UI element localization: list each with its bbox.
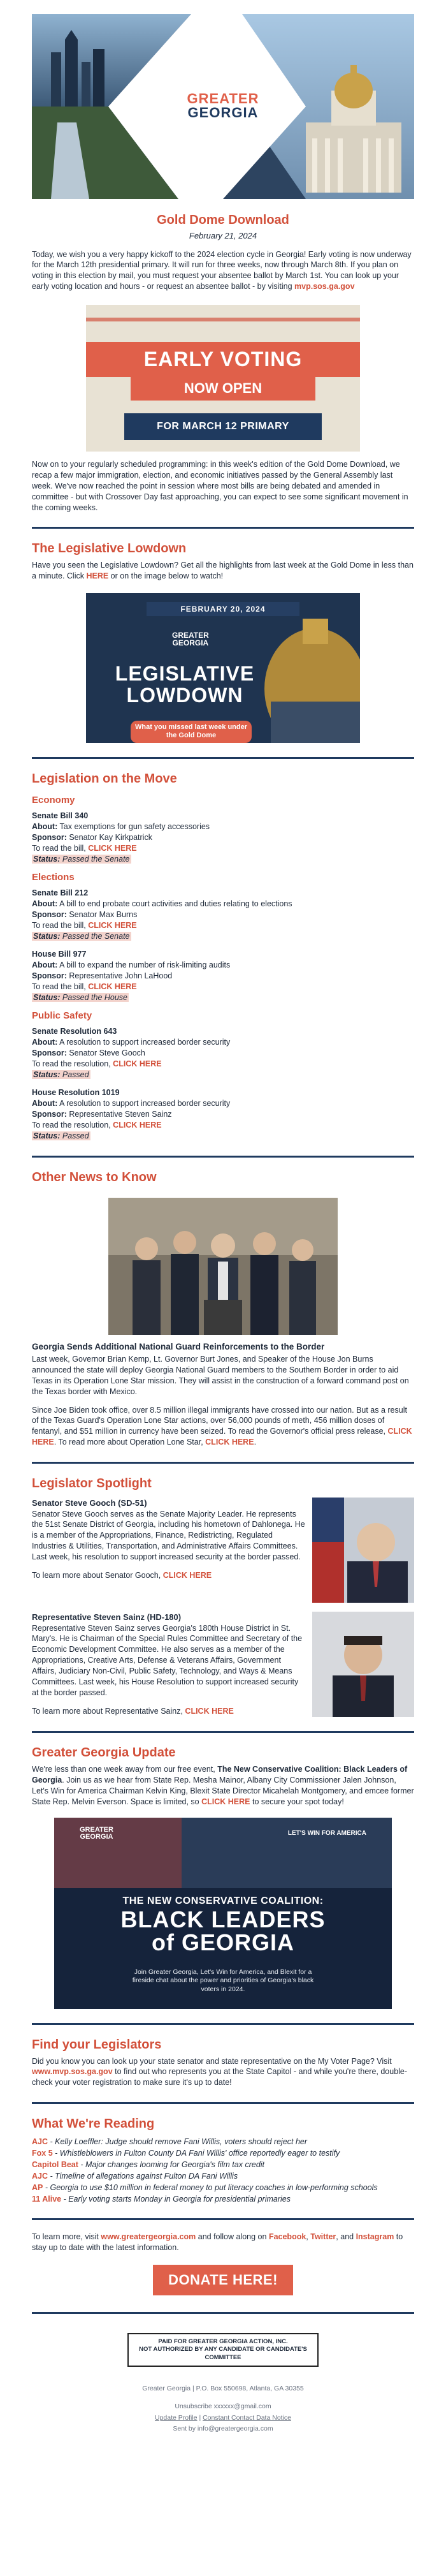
bill-about xyxy=(32,1037,414,1048)
read-text: To read the bill, xyxy=(32,982,89,992)
reading-title: - Major changes looming for Georgia's film tax credit xyxy=(78,2160,265,2169)
section-divider xyxy=(32,527,414,529)
event-banner[interactable] xyxy=(54,1818,392,2009)
disclaimer-line-2: NOT AUTHORIZED BY ANY CANDIDATE OR CANDIDATE'S COMMITTEE xyxy=(139,2346,307,2361)
reading-item[interactable] xyxy=(32,2160,414,2170)
portrait-photo xyxy=(312,1498,414,1603)
section-divider xyxy=(32,1731,414,1733)
twitter-link[interactable]: Twitter xyxy=(310,2232,336,2242)
reading-source[interactable]: AP xyxy=(32,2182,43,2192)
spotlight-section xyxy=(32,1475,414,1717)
status-wrap xyxy=(32,993,129,1002)
sponsor-label: Sponsor: xyxy=(32,833,67,843)
status-label: Status: xyxy=(33,1131,61,1140)
reading-title: - Georgia to use $10 million in federal money to put literacy coaches in low-performing schools xyxy=(43,2182,378,2192)
reading-item[interactable] xyxy=(32,2171,414,2182)
update-text-3: to secure your spot today! xyxy=(250,1797,344,1806)
bill-status xyxy=(32,1131,414,1142)
about-value: Tax exemptions for gun safety accessories xyxy=(59,822,210,832)
legislator-bio: Representative Steven Sainz serves Georgia's 180th House District in St. Mary's. He is Chairman of the Special Rules Committee and Secretary of the Economic Development Committee. He also serves as a member of the Appropriations, Creative Arts, Defense & Veterans Affairs, Government Affairs, Judiciary Non-Civil, Public Safety, Technology, and Ways & Means Committees. Last week, his House Resolution to support increased security at the border passed. xyxy=(32,1623,303,1697)
section-divider xyxy=(32,1462,414,1464)
event-banner-title xyxy=(54,1908,392,1954)
news-paragraph-1: Last week, Governor Brian Kemp, Lt. Governor Burt Jones, and Speaker of the House Jon Burns announced the state will deploy Georgia National Guard members to the Southern Border in order to aid Texas in its Operation Lone Star mission. They will assist in the construction of a forward command post on the Texas border with Mexico. xyxy=(32,1355,409,1396)
reading-source[interactable]: AJC xyxy=(32,2137,48,2147)
primary-date-bar: FOR MARCH 12 PRIMARY xyxy=(124,413,322,440)
status-label: Status: xyxy=(33,854,61,864)
reading-title: - Early voting starts Monday in Georgia for presidential primaries xyxy=(61,2194,291,2204)
bill-status xyxy=(32,854,414,865)
legislation-section xyxy=(32,770,414,1142)
news-p2-text: Since Joe Biden took office, over 8.5 million illegal immigrants have crossed into our nation. But as a result of the Texas Guard's Operation Lone Star actions, over 56,000 pounds of meth, 456 million doses of fentanyl, and $51 million in currency have been seized. To read the Governor's official press release, xyxy=(32,1405,407,1436)
lowdown-logo-top: GREATER xyxy=(172,631,209,640)
about-value: A bill to end probate court activities and duties relating to elections xyxy=(59,899,292,908)
reading-source[interactable]: AJC xyxy=(32,2171,48,2181)
footer-address: Greater Georgia | P.O. Box 550698, Atlanta, GA 30355 xyxy=(142,2384,304,2392)
bill-sponsor xyxy=(32,971,414,982)
status-wrap xyxy=(32,932,131,941)
section-divider xyxy=(32,757,414,759)
reading-source[interactable]: Fox 5 xyxy=(32,2149,53,2158)
category-economy: Economy xyxy=(32,795,75,806)
bill-status xyxy=(32,1070,414,1080)
read-text: To read the bill, xyxy=(32,844,89,853)
about-label: About: xyxy=(32,1037,58,1047)
lowdown-logo xyxy=(172,631,209,647)
bill-name: House Bill 977 xyxy=(32,950,87,959)
about-value: A resolution to support increased border security xyxy=(59,1037,231,1047)
reading-source[interactable]: 11 Alive xyxy=(32,2194,62,2204)
spotlight-sainz xyxy=(32,1612,414,1717)
bill-sponsor xyxy=(32,1048,414,1059)
spotlight-text xyxy=(32,1498,306,1603)
bill-sponsor xyxy=(32,909,414,920)
learn-more-paragraph xyxy=(32,2232,414,2253)
event-logo-bottom: GEORGIA xyxy=(80,1832,113,1841)
section-divider xyxy=(32,2102,414,2104)
bill-sponsor xyxy=(32,1109,414,1120)
sponsor-value: Representative Steven Sainz xyxy=(69,1110,172,1119)
bill-click-here-link[interactable]: CLICK HERE xyxy=(88,920,137,930)
bill-read xyxy=(32,1059,414,1070)
mvp-link[interactable]: mvp.sos.ga.gov xyxy=(294,282,355,291)
event-logo-gg xyxy=(80,1827,113,1841)
news-p2c-text: . xyxy=(254,1438,257,1447)
bill-name: House Resolution 1019 xyxy=(32,1088,120,1098)
news-title: Georgia Sends Additional National Guard Reinforcements to the Border xyxy=(32,1341,325,1351)
bill-read xyxy=(32,920,414,931)
spotlight-gooch xyxy=(32,1498,414,1603)
reading-item[interactable] xyxy=(32,2137,414,2147)
bill-item xyxy=(32,888,414,941)
reading-title: - Kelly Loeffler: Judge should remove Fani Willis, voters should reject her xyxy=(48,2137,308,2147)
bill-read xyxy=(32,843,414,854)
status-value: Passed the Senate xyxy=(62,931,130,941)
event-banner-sub: Join Greater Georgia, Let's Win for America, and Blexit for a fireside chat about the power and priorities of Georgia's black voters in 2024. xyxy=(132,1968,314,1993)
find-section xyxy=(32,2036,414,2089)
update-heading: Greater Georgia Update xyxy=(32,1746,176,1760)
legislator-more xyxy=(32,1706,306,1717)
bill-item xyxy=(32,811,414,864)
category-elections: Elections xyxy=(32,871,75,883)
learn-text-2: and follow along on xyxy=(196,2232,269,2242)
intro-paragraph xyxy=(32,249,414,293)
lowdown-date: FEBRUARY 20, 2024 xyxy=(147,602,299,616)
news-paragraph-2 xyxy=(32,1405,414,1448)
status-value: Passed the Senate xyxy=(62,854,130,864)
unsubscribe-link[interactable]: Unsubscribe xxxxxx@gmail.com xyxy=(175,2402,271,2410)
status-value: Passed the House xyxy=(62,992,128,1002)
lowdown-here-link[interactable]: HERE xyxy=(86,571,109,581)
lowdown-text-2: or on the image below to watch! xyxy=(108,571,224,581)
hero-logo xyxy=(32,92,414,120)
bill-name: Senate Resolution 643 xyxy=(32,1027,117,1036)
email-footer xyxy=(0,2383,446,2435)
read-text: To read the resolution, xyxy=(32,1121,113,1130)
learn-text-1: To learn more, visit xyxy=(32,2232,101,2242)
lone-star-link[interactable]: CLICK HERE xyxy=(205,1438,254,1447)
status-label: Status: xyxy=(33,1070,61,1079)
news-p2b-text: . To read more about Operation Lone Star, xyxy=(54,1438,206,1447)
lowdown-title-1: LEGISLATIVE xyxy=(115,662,255,686)
portrait-photo xyxy=(312,1612,414,1717)
about-label: About: xyxy=(32,899,58,908)
bill-read xyxy=(32,1120,414,1131)
bill-name: Senate Bill 212 xyxy=(32,888,89,898)
early-voting-banner[interactable] xyxy=(86,305,360,452)
intro-text: Today, we wish you a very happy kickoff to the 2024 election cycle in Georgia! Early voting is now underway for the March 12th presidential primary. It will run for three weeks, now through March 8th. If you plan on voting in this election by mail, you must request your absentee ballot by March 1st. You can look up your early voting location and hours - or request an absentee ballot - by visiting xyxy=(32,249,412,291)
bill-name: Senate Bill 340 xyxy=(32,811,89,821)
status-wrap xyxy=(32,855,131,864)
resolution-click-here-link[interactable]: CLICK HERE xyxy=(113,1059,162,1068)
instagram-link[interactable]: Instagram xyxy=(356,2232,394,2242)
about-value: A resolution to support increased border security xyxy=(59,1099,231,1108)
status-wrap xyxy=(32,1070,90,1079)
status-value: Passed xyxy=(62,1131,89,1140)
section-divider xyxy=(32,1156,414,1158)
spotlight-text xyxy=(32,1612,306,1717)
reading-list xyxy=(32,2137,414,2204)
bill-about xyxy=(32,960,414,971)
bill-about xyxy=(32,899,414,909)
about-label: About: xyxy=(32,1099,58,1108)
learn-text-3: to stay up to date with the latest information. xyxy=(32,2232,403,2253)
hero-banner xyxy=(32,14,414,199)
donate-button[interactable]: DONATE HERE! xyxy=(153,2265,293,2295)
news-section xyxy=(32,1169,414,1186)
footer-sep: | xyxy=(197,2413,203,2422)
logo-bottom-text: GEORGIA xyxy=(187,105,259,121)
about-value: A bill to expand the number of risk-limiting audits xyxy=(59,960,231,970)
event-title-1: BLACK LEADERS xyxy=(120,1906,326,1932)
reading-source[interactable]: Capitol Beat xyxy=(32,2160,78,2169)
section-divider xyxy=(32,2312,414,2314)
update-paragraph xyxy=(32,1764,414,1807)
legislation-heading: Legislation on the Move xyxy=(32,772,177,786)
spotlight-heading: Legislator Spotlight xyxy=(32,1476,152,1491)
section-divider xyxy=(32,2218,414,2220)
read-text: To read the bill, xyxy=(32,920,89,930)
gooch-click-here-link[interactable]: CLICK HERE xyxy=(162,1570,212,1580)
bill-click-here-link[interactable]: CLICK HERE xyxy=(88,982,137,992)
category-public-safety: Public Safety xyxy=(32,1010,92,1021)
lowdown-title xyxy=(105,663,264,706)
about-label: About: xyxy=(32,960,58,970)
find-text-2: to find out who represents you at the State Capitol - and while you're there, double-check your voter registration to make sure it's up to date! xyxy=(32,2067,408,2087)
event-title-2: of GEORGIA xyxy=(152,1929,294,1955)
banner-ribbon xyxy=(86,318,360,321)
update-text-2: . Join us as we hear from State Rep. Mesha Mainor, Albany City Commissioner Jalen Johnson, Let's Win for America Chairman Kelvin King, Blexit State Director Micahelah Montgomery, and emcee former State Rep. Melvin Everson. Space is limited, so xyxy=(32,1775,414,1806)
facebook-link[interactable]: Facebook xyxy=(268,2232,306,2242)
more-text: To learn more about Senator Gooch, xyxy=(32,1570,163,1580)
event-name: The New Conservative Coalition: Black Leaders of Georgia xyxy=(32,1765,408,1785)
reading-item[interactable] xyxy=(32,2194,414,2205)
update-profile-link[interactable]: Update Profile xyxy=(154,2413,198,2422)
status-label: Status: xyxy=(33,992,61,1002)
rsvp-link[interactable]: CLICK HERE xyxy=(201,1797,250,1806)
reading-item[interactable] xyxy=(32,2182,414,2193)
news-heading: Other News to Know xyxy=(32,1170,157,1184)
reading-section xyxy=(32,2116,414,2204)
event-banner-head: THE NEW CONSERVATIVE COALITION: xyxy=(122,1895,324,1906)
bill-status xyxy=(32,931,414,942)
press-conference-photo xyxy=(108,1198,338,1335)
logo-top-text: GREATER xyxy=(187,91,259,107)
reading-title: - Whistleblowers in Fulton County DA Fani Willis' office reportedly eager to testify xyxy=(52,2149,340,2158)
lowdown-heading: The Legislative Lowdown xyxy=(32,541,187,556)
gold-dome-date: February 21, 2024 xyxy=(189,231,257,240)
early-voting-title: EARLY VOTING xyxy=(86,342,360,377)
more-text: To learn more about Representative Sainz, xyxy=(32,1706,185,1716)
disclaimer-line-1: PAID FOR GREATER GEORGIA ACTION, INC. xyxy=(158,2337,288,2345)
mvp-page-link[interactable]: www.mvp.sos.ga.gov xyxy=(32,2067,113,2077)
sent-by-text: Sent by info@greatergeorgia.com xyxy=(173,2425,273,2433)
lowdown-text-1: Have you seen the Legislative Lowdown? Get all the highlights from last week at the Gold Dome in less than a minute. Click xyxy=(32,561,414,581)
lowdown-video-thumbnail[interactable] xyxy=(86,593,360,743)
sponsor-label: Sponsor: xyxy=(32,971,67,981)
gooch-portrait xyxy=(312,1498,414,1603)
bill-sponsor xyxy=(32,832,414,843)
event-logo-lwfa: LET'S WIN FOR AMERICA xyxy=(287,1829,366,1837)
bill-status xyxy=(32,992,414,1003)
find-heading: Find your Legislators xyxy=(32,2037,162,2052)
sponsor-label: Sponsor: xyxy=(32,1048,67,1057)
reading-item[interactable] xyxy=(32,2148,414,2159)
section-divider xyxy=(32,2023,414,2025)
learn-sep-1: , xyxy=(306,2232,311,2242)
bill-about xyxy=(32,821,414,832)
bill-item xyxy=(32,1026,414,1080)
sponsor-value: Representative John LaHood xyxy=(69,971,173,981)
lowdown-text xyxy=(32,560,414,582)
sainz-click-here-link[interactable]: CLICK HERE xyxy=(185,1706,234,1716)
status-value: Passed xyxy=(62,1070,89,1079)
sponsor-value: Senator Max Burns xyxy=(69,909,138,919)
bill-item xyxy=(32,1087,414,1141)
paid-for-disclaimer xyxy=(127,2333,319,2367)
lowdown-logo-bottom: GEORGIA xyxy=(172,638,209,648)
legislator-name: Representative Steven Sainz (HD-180) xyxy=(32,1612,182,1623)
update-section xyxy=(32,1744,414,1807)
reading-heading: What We're Reading xyxy=(32,2117,155,2131)
update-text-1: We're less than one week away from our free event, xyxy=(32,1765,218,1774)
data-notice-link[interactable]: Constant Contact Data Notice xyxy=(203,2413,291,2422)
bill-read xyxy=(32,982,414,992)
learn-sep-2: , and xyxy=(336,2232,356,2242)
lowdown-pill: What you missed last week under the Gold Dome xyxy=(131,721,252,742)
footer-links xyxy=(0,2413,446,2424)
sponsor-label: Sponsor: xyxy=(32,1110,67,1119)
event-logo-top: GREATER xyxy=(80,1825,113,1834)
sponsor-label: Sponsor: xyxy=(32,909,67,919)
sponsor-value: Senator Kay Kirkpatrick xyxy=(69,833,152,843)
find-text-1: Did you know you can look up your state senator and state representative on the My Voter Page? Visit xyxy=(32,2056,392,2066)
legislator-name: Senator Steve Gooch (SD-51) xyxy=(32,1498,147,1508)
legislator-bio: Senator Steve Gooch serves as the Senate Majority Leader. He represents the 51st Senate District of Georgia, including his hometown of Dahlonega. He is a member of the Appropriations, Finance, Redistricting, Regulated Industries & Utilities, Transportation, and Administrative Affairs Committees. Last week, his resolution to support increased security at the border passed. xyxy=(32,1509,305,1562)
bill-click-here-link[interactable]: CLICK HERE xyxy=(88,844,137,853)
lowdown-title-2: LOWDOWN xyxy=(126,683,243,707)
sponsor-value: Senator Steve Gooch xyxy=(69,1048,145,1057)
find-paragraph xyxy=(32,2056,414,2089)
bill-about xyxy=(32,1098,414,1109)
after-banner-paragraph: Now on to your regularly scheduled programming: in this week's edition of the Gold Dome Download, we recap a few major immigration, election, and economic initiatives passed by the General Assembly last week. We've now reached the point in session where most bills are being debated and amended in committee - but with Crossover Day fast approaching, you can expect to see some significant movement in the coming weeks. xyxy=(32,460,408,512)
resolution-click-here-link[interactable]: CLICK HERE xyxy=(113,1121,162,1130)
legislator-more xyxy=(32,1570,306,1581)
about-label: About: xyxy=(32,822,58,832)
bill-item xyxy=(32,949,414,1003)
news-photo xyxy=(108,1198,338,1335)
reading-title: - Timeline of allegations against Fulton DA Fani Willis xyxy=(48,2171,238,2181)
donate-wrap xyxy=(0,2265,446,2295)
sainz-portrait xyxy=(312,1612,414,1717)
now-open-text: NOW OPEN xyxy=(131,376,315,401)
status-label: Status: xyxy=(33,931,61,941)
read-text: To read the resolution, xyxy=(32,1059,113,1068)
press-release-link[interactable]: CLICK HERE xyxy=(32,1427,412,1447)
website-link[interactable]: www.greatergeorgia.com xyxy=(101,2232,196,2242)
status-wrap xyxy=(32,1131,90,1140)
gold-dome-title: Gold Dome Download xyxy=(157,213,289,227)
